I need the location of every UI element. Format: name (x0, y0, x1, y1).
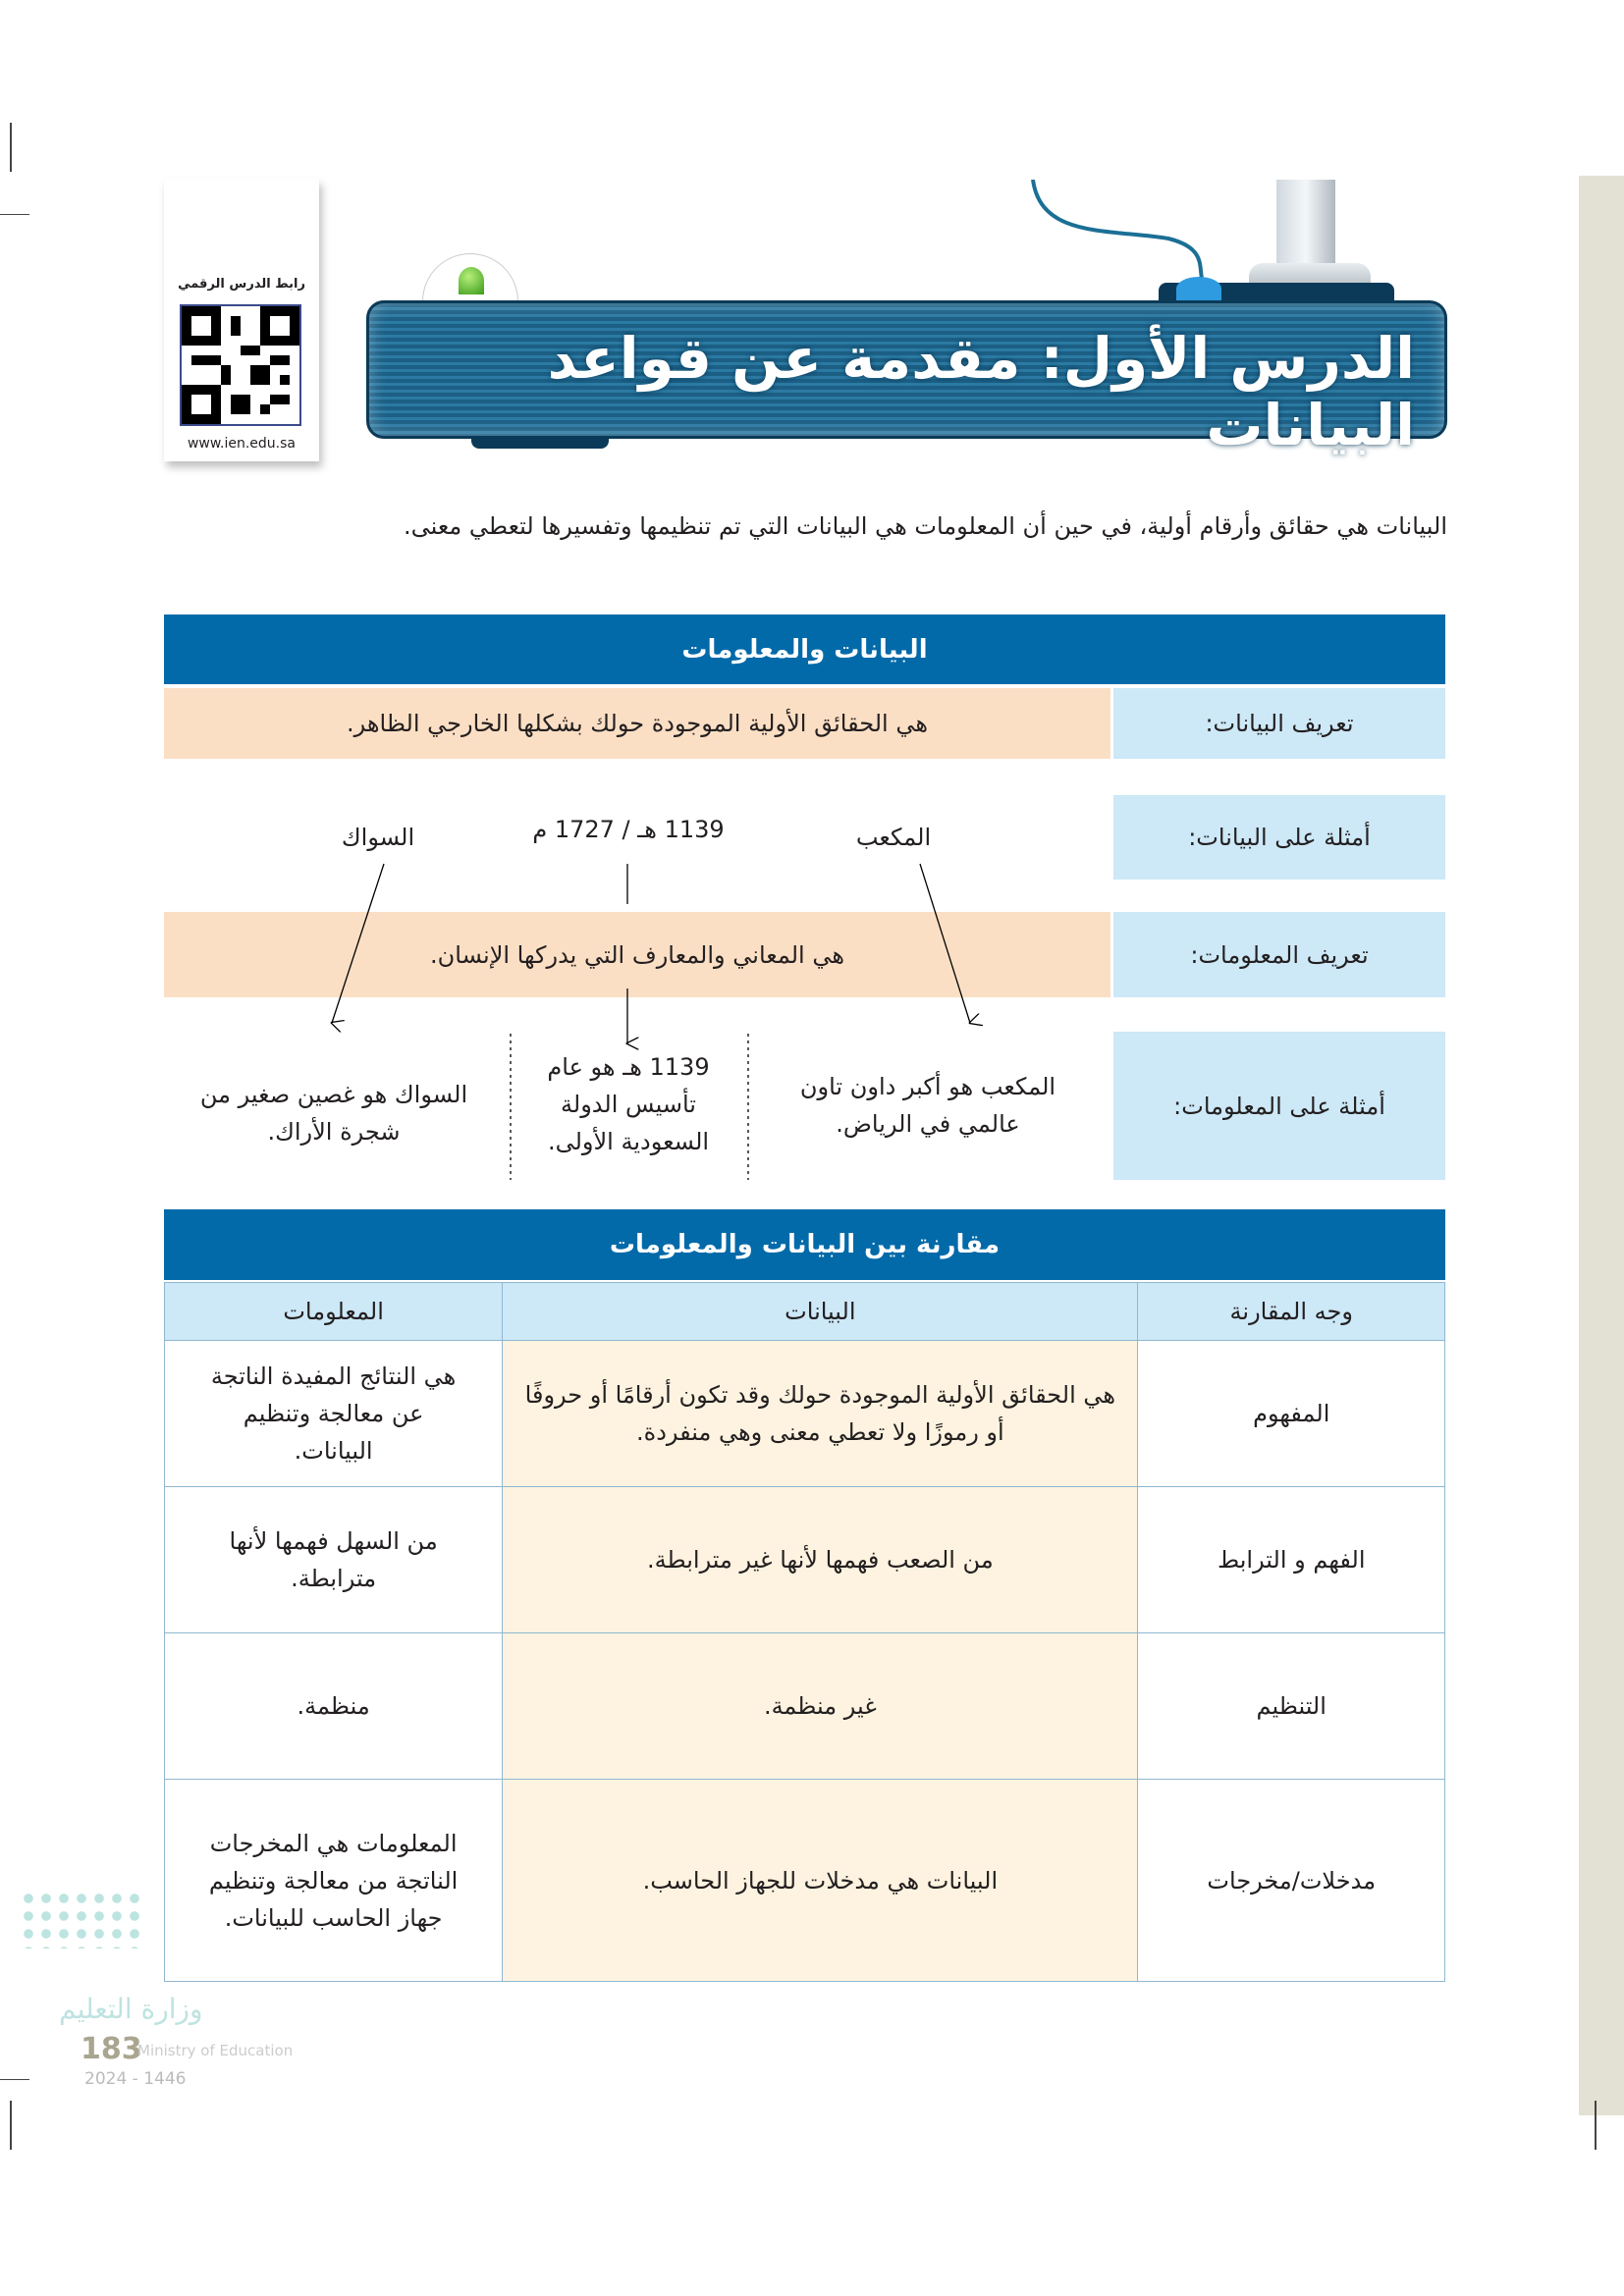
cell-data: البيانات هي مدخلات للجهاز الحاسب. (503, 1780, 1138, 1982)
cell-info: هي النتائج المفيدة الناتجة عن معالجة وتنظيم البيانات. (165, 1341, 503, 1487)
cell-aspect: مدخلات/مخرجات (1138, 1780, 1445, 1982)
table-row (165, 1780, 1445, 1982)
cell-data: غير منظمة. (503, 1633, 1138, 1780)
cell-aspect: التنظيم (1138, 1633, 1445, 1780)
table-row (165, 1487, 1445, 1633)
cell-info: المعلومات هي المخرجات الناتجة من معالجة وتنظيم جهاز الحاسب للبيانات. (165, 1780, 503, 1982)
arrow-cube (920, 864, 970, 1023)
edition-year: 2024 - 1446 (84, 2069, 187, 2089)
comparison-table (164, 1282, 1445, 1982)
data-example: المكعب (855, 824, 932, 851)
info-example: السواك هو غصين صغير من شجرة الأراك. (199, 1081, 468, 1146)
col-header: وجه المقارنة (1138, 1283, 1445, 1341)
table-header-row (165, 1283, 1445, 1341)
lesson-title: الدرس الأول: مقدمة عن قواعد البيانات (547, 325, 1415, 458)
cell-aspect: الفهم و الترابط (1138, 1487, 1445, 1633)
ministry-logo-dots (20, 1890, 147, 1949)
data-def-label: تعريف البيانات: (1113, 688, 1445, 759)
data-example: السواك (341, 824, 415, 851)
table1-title: البيانات والمعلومات (164, 614, 1445, 684)
data-example: 1139 هـ / 1727 م (532, 816, 725, 843)
table-row (165, 1633, 1445, 1780)
info-example: 1139 هـ هو عام تأسيس الدولة السعودية الأولى. (547, 1053, 710, 1155)
intro-paragraph: البيانات هي حقائق وأرقام أولية، في حين أن المعلومات هي البيانات التي تم تنظيمها وتفسيرها لتعطي معنى. (403, 512, 1447, 540)
table2-title: مقارنة بين البيانات والمعلومات (164, 1209, 1445, 1280)
cell-data: من الصعب فهمها لأنها غير مترابطة. (503, 1487, 1138, 1633)
data-examples-label: أمثلة على البيانات: (1113, 795, 1445, 880)
crop-mark (1595, 2101, 1597, 2150)
info-example: المكعب هو أكبر داون تاون عالمي في الرياض. (799, 1073, 1056, 1138)
cell-aspect: المفهوم (1138, 1341, 1445, 1487)
col-header: البيانات (503, 1283, 1138, 1341)
info-def-label: تعريف المعلومات: (1113, 912, 1445, 997)
crop-mark (10, 2101, 12, 2150)
info-def: هي المعاني والمعارف التي يدركها الإنسان. (164, 912, 1110, 997)
col-header: المعلومات (165, 1283, 503, 1341)
page-number: 183 (81, 2032, 142, 2066)
qr-label: رابط الدرس الرقمي (178, 277, 305, 292)
arrow-miswak (332, 864, 384, 1023)
cell-info: منظمة. (165, 1633, 503, 1780)
ministry-name-en: Ministry of Education (137, 2042, 294, 2059)
cell-data: هي الحقائق الأولية الموجودة حولك وقد تكون أرقامًا أو حروفًا أو رموزًا ولا تعطي معنى وهي منفردة. (503, 1341, 1138, 1487)
qr-url[interactable]: www.ien.edu.sa (187, 436, 297, 452)
ministry-name-ar: وزارة التعليم (59, 1993, 203, 2025)
data-def: هي الحقائق الأولية الموجودة حولك بشكلها الخارجي الظاهر. (164, 688, 1110, 759)
cell-info: من السهل فهمها لأنها مترابطة. (165, 1487, 503, 1633)
crop-mark (0, 2079, 29, 2080)
info-examples-label: أمثلة على المعلومات: (1113, 1032, 1445, 1180)
table-row (165, 1341, 1445, 1487)
